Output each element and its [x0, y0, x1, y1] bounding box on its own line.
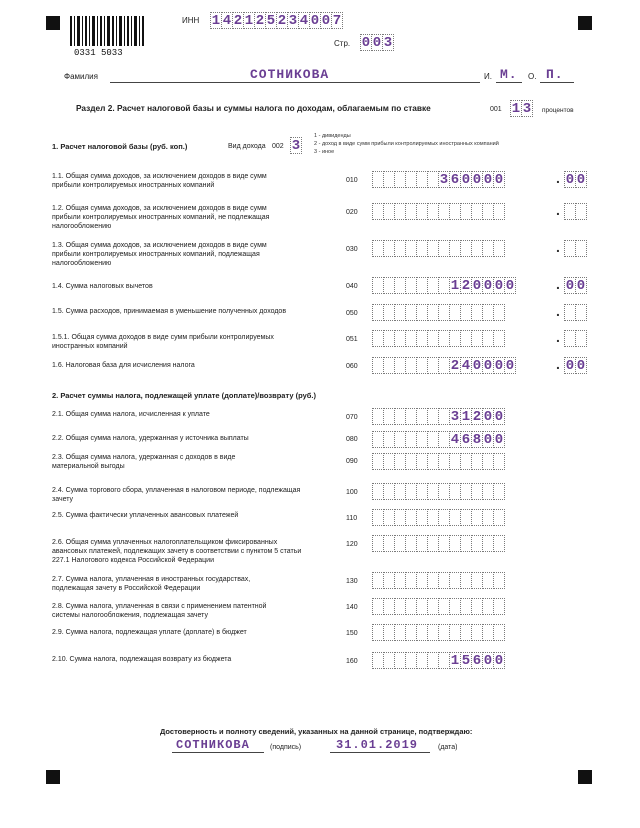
digit-cell[interactable]: 0 [494, 171, 504, 188]
corner-marker-bottom-right [578, 770, 592, 784]
digit-cell[interactable]: 0 [494, 431, 504, 448]
income-type-label: Вид дохода [228, 143, 266, 150]
row-140-code: 140 [346, 604, 358, 611]
row-010-decimal-point: . [556, 170, 560, 186]
patronymic-initial[interactable]: П. [546, 67, 564, 82]
income-type-code: 002 [272, 143, 284, 150]
digit-cell[interactable]: 3 [522, 100, 532, 117]
row-050-code: 050 [346, 310, 358, 317]
row-110-code: 110 [346, 515, 358, 522]
corner-marker-top-right [578, 16, 592, 30]
digit-cell[interactable]: 0 [494, 357, 504, 374]
digit-cell[interactable]: 0 [494, 277, 504, 294]
digit-cell[interactable]: 0 [472, 277, 482, 294]
row-010-label: 1.1. Общая сумма доходов, за исключением доходов в виде сумм прибыли контролируемых иностранных компаний [52, 173, 267, 189]
barcode [70, 16, 144, 46]
row-140-label: 2.8. Сумма налога, уплаченная в связи с применением патентной системы налогообложения, подлежащая зачету [52, 603, 267, 619]
row-030-decimal-point: . [556, 239, 560, 255]
row-130-cells[interactable] [372, 572, 504, 589]
name-label: И. [484, 72, 492, 81]
digit-cell[interactable]: 0 [310, 12, 320, 29]
row-051-decimal-point: . [556, 329, 560, 345]
row-060-kop-cells[interactable] [564, 357, 586, 374]
section-title: Раздел 2. Расчет налоговой базы и суммы налога по доходам, облагаемым по ставке [76, 103, 431, 113]
row-030-kop-cells[interactable] [564, 240, 586, 257]
row-040-label: 1.4. Сумма налоговых вычетов [52, 283, 153, 290]
row-070-code: 070 [346, 414, 358, 421]
digit-cell[interactable] [493, 572, 505, 589]
row-060-rub-cells[interactable] [372, 357, 515, 374]
row-070-cells[interactable] [372, 408, 504, 425]
digit-cell[interactable]: 0 [483, 357, 493, 374]
digit-cell[interactable]: 0 [483, 171, 493, 188]
rate-unit: процентов [542, 107, 574, 114]
row-160-cells[interactable] [372, 652, 504, 669]
digit-cell[interactable] [575, 240, 587, 257]
row-110-label: 2.5. Сумма фактически уплаченных авансовых платежей [52, 512, 239, 519]
row-050-label: 1.5. Сумма расходов, принимаемая в уменьшение полученных доходов [52, 308, 287, 315]
digit-cell[interactable]: 3 [383, 34, 393, 51]
digit-cell[interactable]: 8 [472, 431, 482, 448]
digit-cell[interactable]: 0 [576, 277, 586, 294]
row-051-label: 1.5.1. Общая сумма доходов в виде сумм прибыли контролируемых иностранных компаний [52, 334, 274, 350]
digit-cell[interactable] [493, 483, 505, 500]
digit-cell[interactable]: 6 [450, 171, 460, 188]
digit-cell[interactable]: 0 [505, 277, 515, 294]
digit-cell[interactable]: 0 [565, 277, 575, 294]
digit-cell[interactable]: 2 [233, 12, 243, 29]
row-020-rub-cells[interactable] [372, 203, 504, 220]
row-140-cells[interactable] [372, 598, 504, 615]
digit-cell[interactable]: 6 [472, 652, 482, 669]
inn-label: ИНН [182, 16, 200, 25]
digit-cell[interactable]: 0 [372, 34, 382, 51]
digit-cell[interactable]: 1 [450, 277, 460, 294]
digit-cell[interactable]: 5 [266, 12, 276, 29]
row-040-code: 040 [346, 283, 358, 290]
row-040-rub-cells[interactable] [372, 277, 515, 294]
row-051-kop-cells[interactable] [564, 330, 586, 347]
row-051-rub-cells[interactable] [372, 330, 504, 347]
digit-cell[interactable]: 1 [211, 12, 221, 29]
digit-cell[interactable]: 0 [361, 34, 371, 51]
patronymic-label: О. [528, 72, 537, 81]
row-040-decimal-point: . [556, 276, 560, 292]
income-type-value[interactable]: 3 [291, 137, 301, 154]
row-120-code: 120 [346, 541, 358, 548]
digit-cell[interactable]: 0 [494, 408, 504, 425]
digit-cell[interactable] [493, 203, 505, 220]
row-120-label: 2.6. Общая сумма уплаченных налогоплательщиком фиксированных авансовых платежей, подлежащих зачету в соответствии с пунктом 5 статьи 227.1 Налогового кодекса Российской Федерации [52, 539, 302, 564]
digit-cell[interactable]: 2 [277, 12, 287, 29]
digit-cell[interactable]: 0 [565, 171, 575, 188]
row-100-label: 2.4. Сумма торгового сбора, уплаченная в налоговом периоде, подлежащая зачету [52, 487, 301, 503]
row-050-kop-cells[interactable] [564, 304, 586, 321]
row-060-code: 060 [346, 363, 358, 370]
row-100-code: 100 [346, 489, 358, 496]
digit-cell[interactable] [493, 240, 505, 257]
row-090-label: 2.3. Общая сумма налога, удержанная с доходов в виде материальной выгоды [52, 454, 236, 470]
date-label: (дата) [438, 744, 458, 751]
name-initial[interactable]: М. [500, 67, 518, 82]
part1-title: 1. Расчет налоговой базы (руб. коп.) [52, 142, 188, 151]
digit-cell[interactable]: 0 [494, 652, 504, 669]
row-090-cells[interactable] [372, 453, 504, 470]
digit-cell[interactable]: 0 [483, 431, 493, 448]
digit-cell[interactable]: 3 [288, 12, 298, 29]
digit-cell[interactable]: 1 [244, 12, 254, 29]
digit-cell[interactable]: 4 [222, 12, 232, 29]
row-080-cells[interactable] [372, 431, 504, 448]
row-050-decimal-point: . [556, 303, 560, 319]
signature-label: (подпись) [270, 744, 302, 751]
row-120-cells[interactable] [372, 535, 504, 552]
row-030-code: 030 [346, 246, 358, 253]
digit-cell[interactable]: 6 [461, 431, 471, 448]
date-value[interactable]: 31.01.2019 [336, 738, 419, 752]
barcode-number: 0331 5033 [74, 48, 123, 58]
row-090-code: 090 [346, 458, 358, 465]
row-130-label: 2.7. Сумма налога, уплаченная в иностранных государствах, подлежащая зачету в Российской Федерации [52, 576, 251, 592]
digit-cell[interactable] [575, 330, 587, 347]
digit-cell[interactable]: 2 [255, 12, 265, 29]
digit-cell[interactable]: 1 [461, 408, 471, 425]
row-051-code: 051 [346, 336, 358, 343]
digit-cell[interactable] [493, 535, 505, 552]
digit-cell[interactable]: 3 [450, 408, 460, 425]
rate-cells[interactable] [510, 100, 532, 117]
signature-underline [172, 752, 264, 753]
patronymic-underline [540, 82, 574, 83]
income-type-note-2: 2 - доход в виде сумм прибыли контролируемых иностранных компаний [314, 141, 499, 147]
inn-cells[interactable] [210, 12, 342, 29]
row-070-label: 2.1. Общая сумма налога, исчисленная к уплате [52, 411, 210, 418]
page-number-cells[interactable] [360, 34, 393, 51]
digit-cell[interactable]: 0 [565, 357, 575, 374]
digit-cell[interactable]: 0 [576, 171, 586, 188]
row-130-code: 130 [346, 578, 358, 585]
digit-cell[interactable]: 0 [321, 12, 331, 29]
corner-marker-bottom-left [46, 770, 60, 784]
digit-cell[interactable]: 2 [461, 277, 471, 294]
digit-cell[interactable]: 4 [450, 431, 460, 448]
row-160-code: 160 [346, 658, 358, 665]
digit-cell[interactable]: 2 [472, 408, 482, 425]
digit-cell[interactable] [493, 304, 505, 321]
digit-cell[interactable] [493, 330, 505, 347]
row-060-decimal-point: . [556, 356, 560, 372]
row-020-kop-cells[interactable] [564, 203, 586, 220]
digit-cell[interactable]: 0 [483, 277, 493, 294]
digit-cell[interactable]: 3 [439, 171, 449, 188]
row-020-label: 1.2. Общая сумма доходов, за исключением доходов в виде сумм прибыли контролируемых иностранных компаний, не подлежащая налогообложению [52, 205, 270, 230]
page-label: Стр. [334, 39, 351, 48]
digit-cell[interactable]: 0 [472, 171, 482, 188]
digit-cell[interactable] [575, 203, 587, 220]
row-050-rub-cells[interactable] [372, 304, 504, 321]
digit-cell[interactable]: 7 [332, 12, 342, 29]
row-080-label: 2.2. Общая сумма налога, удержанная у источника выплаты [52, 435, 249, 442]
row-020-decimal-point: . [556, 202, 560, 218]
date-underline [330, 752, 430, 753]
digit-cell[interactable]: 4 [299, 12, 309, 29]
income-type-cells[interactable] [290, 137, 301, 154]
row-010-code: 010 [346, 177, 358, 184]
digit-cell[interactable]: 0 [483, 652, 493, 669]
confirm-text: Достоверность и полноту сведений, указанных на данной странице, подтверждаю: [160, 727, 473, 736]
rate-code: 001 [490, 106, 502, 113]
row-080-code: 080 [346, 436, 358, 443]
name-underline [496, 82, 522, 83]
row-030-rub-cells[interactable] [372, 240, 504, 257]
digit-cell[interactable] [493, 624, 505, 641]
digit-cell[interactable] [493, 509, 505, 526]
digit-cell[interactable]: 0 [505, 357, 515, 374]
digit-cell[interactable]: 0 [461, 171, 471, 188]
part2-title: 2. Расчет суммы налога, подлежащей уплате (доплате)/возврату (руб.) [52, 391, 316, 400]
digit-cell[interactable]: 2 [450, 357, 460, 374]
digit-cell[interactable]: 0 [483, 408, 493, 425]
digit-cell[interactable] [575, 304, 587, 321]
surname-value[interactable]: СОТНИКОВА [250, 67, 330, 82]
digit-cell[interactable]: 1 [511, 100, 521, 117]
income-type-note-1: 1 - дивиденды [314, 133, 351, 139]
digit-cell[interactable] [493, 453, 505, 470]
digit-cell[interactable]: 0 [472, 357, 482, 374]
digit-cell[interactable] [493, 598, 505, 615]
row-150-label: 2.9. Сумма налога, подлежащая уплате (доплате) в бюджет [52, 629, 247, 636]
digit-cell[interactable]: 1 [450, 652, 460, 669]
row-150-code: 150 [346, 630, 358, 637]
row-160-label: 2.10. Сумма налога, подлежащая возврату из бюджета [52, 656, 232, 663]
barcode-bars [70, 16, 144, 46]
surname-underline [110, 82, 480, 83]
row-060-label: 1.6. Налоговая база для исчисления налога [52, 362, 195, 369]
digit-cell[interactable]: 0 [576, 357, 586, 374]
row-020-code: 020 [346, 209, 358, 216]
corner-marker-top-left [46, 16, 60, 30]
row-150-cells[interactable] [372, 624, 504, 641]
surname-label: Фамилия [64, 72, 98, 81]
digit-cell[interactable]: 4 [461, 357, 471, 374]
row-040-kop-cells[interactable] [564, 277, 586, 294]
digit-cell[interactable]: 5 [461, 652, 471, 669]
row-100-cells[interactable] [372, 483, 504, 500]
signature-name[interactable]: СОТНИКОВА [176, 738, 250, 752]
income-type-note-3: 3 - иное [314, 149, 335, 155]
row-010-rub-cells[interactable] [372, 171, 504, 188]
row-110-cells[interactable] [372, 509, 504, 526]
row-030-label: 1.3. Общая сумма доходов, за исключением доходов в виде сумм прибыли контролируемых иностранных компаний, подлежащая налогообложению [52, 242, 267, 267]
row-010-kop-cells[interactable] [564, 171, 586, 188]
